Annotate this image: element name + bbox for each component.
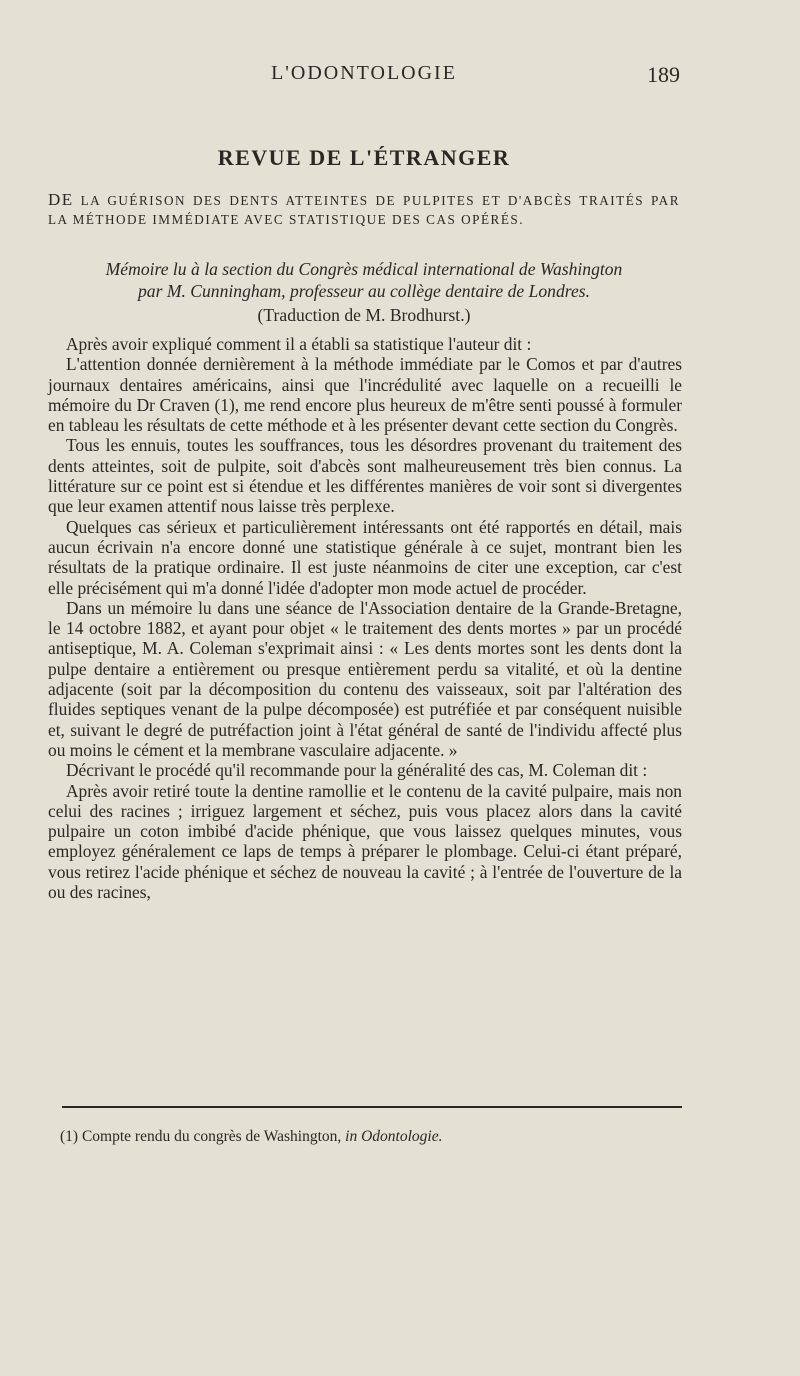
memoir-line-2: par M. Cunningham, professeur au collège dentaire de Londres. bbox=[137, 281, 591, 301]
article-title-rest: LA GUÉRISON DES DENTS ATTEINTES DE PULPITES ET D'ABCÈS TRAITÉS PAR LA MÉTHODE IMMÉDIATE AVEC STATISTIQUE DES CAS OPÉRÉS. bbox=[48, 193, 680, 227]
paragraph: L'attention donnée dernièrement à la méthode immédiate par le Comos et par d'autres journaux dentaires américains, ainsi que l'incrédulité avec laquelle on a recueilli le mémoire du Dr Craven (1), me rend encore plus heureux de m'être senti poussé à formuler en tableau les résultats de cette méthode et à les présenter devant cette section du Congrès. bbox=[48, 354, 682, 436]
footnote-source: in Odontologie. bbox=[345, 1128, 443, 1145]
translation-credit: (Traduction de M. Brodhurst.) bbox=[257, 305, 471, 325]
paragraph: Tous les ennuis, toutes les souffrances, tous les désordres provenant du traitement des dents atteintes, soit de pulpite, soit d'abcès sont malheureusement très bien connus. La littérature sur ce point est si étendue et les différentes manières de voir sont si divergentes que leur examen attentif nous laisse très perplexe. bbox=[48, 435, 682, 517]
footnote bbox=[60, 1128, 680, 1146]
paragraph: Après avoir retiré toute la dentine ramollie et le contenu de la cavité pulpaire, mais non celui des racines ; irriguez largement et séchez, puis vous placez alors dans la cavité pulpaire un coton imbibé d'acide phénique, que vous laissez quelques minutes, vous employez généralement ce laps de temps à préparer le plombage. Celui-ci étant préparé, vous retirez l'acide phénique et séchez de nouveau la cavité ; à l'entrée de l'ouverture de la ou des racines, bbox=[48, 780, 682, 903]
article-title-lead: DE bbox=[48, 190, 74, 209]
page-header bbox=[48, 62, 680, 92]
article-body bbox=[48, 334, 682, 902]
footnote-text: (1) Compte rendu du congrès de Washington, bbox=[60, 1128, 342, 1145]
paragraph: Quelques cas sérieux et particulièrement intéressants ont été rapportés en détail, mais aucun écrivain n'a encore donné une statistique générale à ce sujet, montrant bien les résultats de la pratique ordinaire. Il est juste néanmoins de citer une exception, car c'est elle précisément qui m'a donné l'idée d'adopter mon mode actuel de procéder. bbox=[48, 516, 682, 598]
section-title: REVUE DE L'ÉTRANGER bbox=[217, 145, 511, 170]
memoir-note bbox=[48, 258, 680, 302]
memoir-line-1: Mémoire lu à la section du Congrès médical international de Washington bbox=[105, 259, 623, 279]
paragraph: Après avoir expliqué comment il a établi sa statistique l'auteur dit : bbox=[66, 334, 532, 354]
footnote-rule bbox=[62, 1106, 682, 1108]
article-title bbox=[48, 190, 680, 229]
paragraph: Dans un mémoire lu dans une séance de l'Association dentaire de la Grande-Bretagne, le 14 octobre 1882, et ayant pour objet « le traitement des dents mortes » par un procédé antiseptique, M. A. Coleman s'exprimait ainsi : « Les dents mortes sont les dents dont la pulpe dentaire a entièrement ou presque entièrement perdu sa vitalité, et où la dentine adjacente (soit par la décomposition du contenu des vaisseaux, soit par l'altération des fluides septiques venant de la pulpe décomposée) est putréfiée et par conséquent nuisible et, suivant le degré de putréfaction joint à l'état général de santé de l'individu affecté plus ou moins le cément et la membrane vasculaire adjacente. » bbox=[48, 597, 682, 760]
page-number: 189 bbox=[647, 62, 680, 87]
paragraph: Décrivant le procédé qu'il recommande pour la généralité des cas, M. Coleman dit : bbox=[66, 760, 648, 781]
running-title: L'ODONTOLOGIE bbox=[271, 62, 457, 84]
